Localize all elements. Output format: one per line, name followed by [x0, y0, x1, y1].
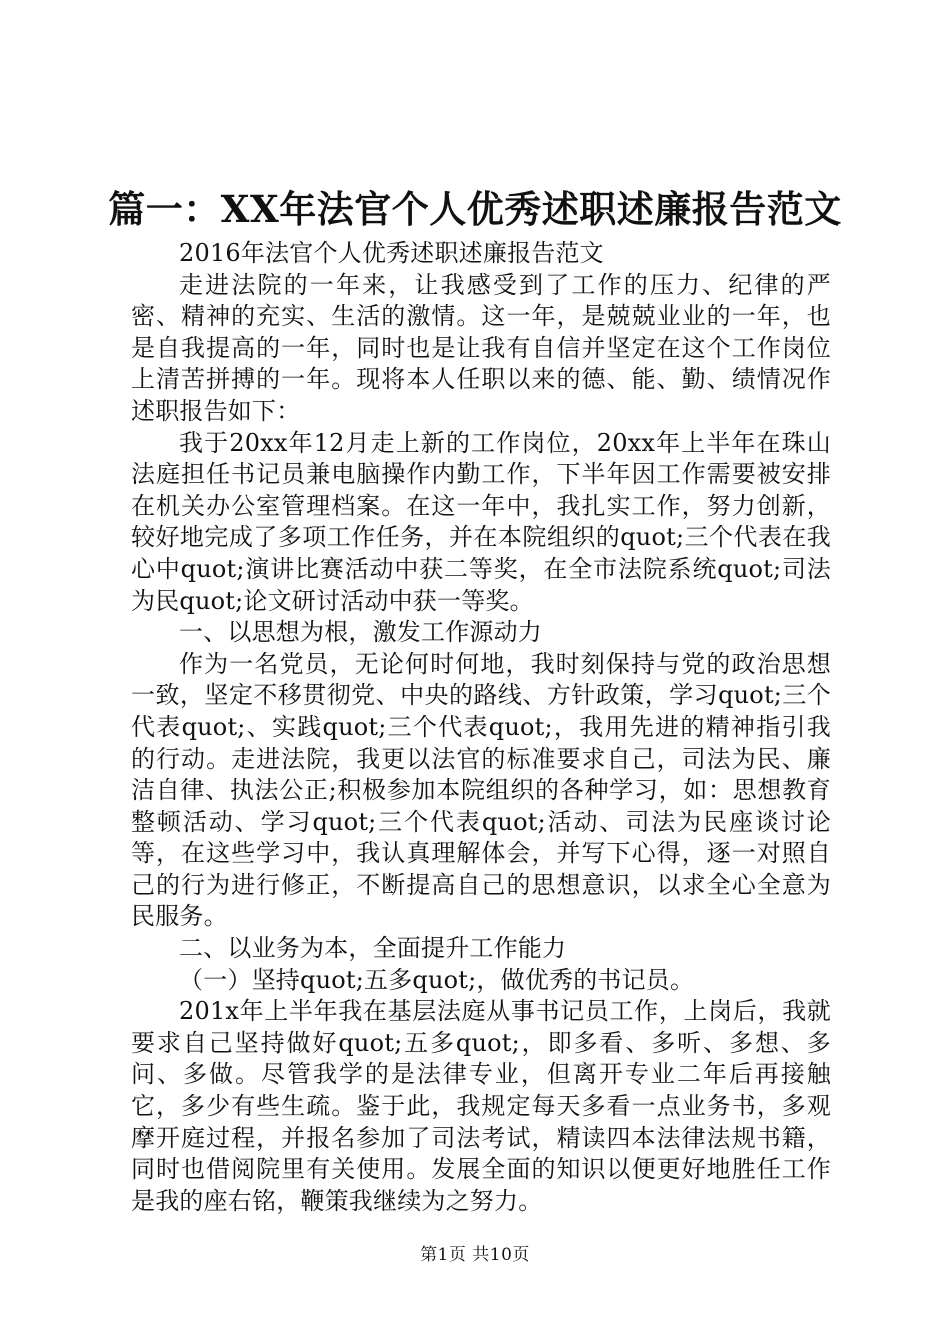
subtitle-paragraph: 2016年法官个人优秀述职述廉报告范文 — [179, 239, 604, 267]
page-number-footer: 第1页 共10页 — [420, 1245, 530, 1265]
document-body — [131, 238, 831, 1217]
body-paragraph: 作为一名党员，无论何时何地，我时刻保持与党的政治思想一致，坚定不移贯彻党、中央的路线、方针政策，学习quot;三个代表quot;、实践quot;三个代表quot;，我用先进的精神指引我的行动。走进法院，我更以法官的标准要求自己，司法为民、廉洁自律、执法公正;积极参加本院组织的各种学习，如：思想教育整顿活动、学习quot;三个代表quot;活动、司法为民座谈讨论等，在这些学习中，我认真理解体会，并写下心得，逐一对照自己的行为进行修正，不断提高自己的思想意识，以求全心全意为民服务。 — [131, 649, 831, 931]
body-paragraph: 走进法院的一年来，让我感受到了工作的压力、纪律的严密、精神的充实、生活的激情。这一年，是兢兢业业的一年，也是自我提高的一年，同时也是让我有自信并坚定在这个工作岗位上清苦拼搏的一年。现将本人任职以来的德、能、勤、绩情况作述职报告如下： — [131, 270, 831, 425]
body-paragraph: 我于20xx年12月走上新的工作岗位，20xx年上半年在珠山法庭担任书记员兼电脑操作内勤工作，下半年因工作需要被安排在机关办公室管理档案。在这一年中，我扎实工作，努力创新，较好地完成了多项工作任务，并在本院组织的quot;三个代表在我心中quot;演讲比赛活动中获二等奖，在全市法院系统quot;司法为民quot;论文研讨活动中获一等奖。 — [131, 428, 831, 615]
section-heading: 一、以思想为根，激发工作源动力 — [179, 618, 542, 647]
body-paragraph: 201x年上半年我在基层法庭从事书记员工作，上岗后，我就要求自己坚持做好quot;五多quot;，即多看、多听、多想、多问、多做。尽管我学的是法律专业，但离开专业二年后再接触它，多少有些生疏。鉴于此，我规定每天多看一点业务书，多观摩开庭过程，并报名参加了司法考试，精读四本法律法规书籍，同时也借阅院里有关使用。发展全面的知识以便更好地胜任工作是我的座右铭，鞭策我继续为之努力。 — [131, 997, 831, 1215]
subsection-heading: （一）坚持quot;五多quot;，做优秀的书记员。 — [179, 965, 695, 994]
section-heading: 二、以业务为本，全面提升工作能力 — [179, 934, 567, 963]
document-title: 篇一：XX年法官个人优秀述职述廉报告范文 — [108, 187, 842, 231]
